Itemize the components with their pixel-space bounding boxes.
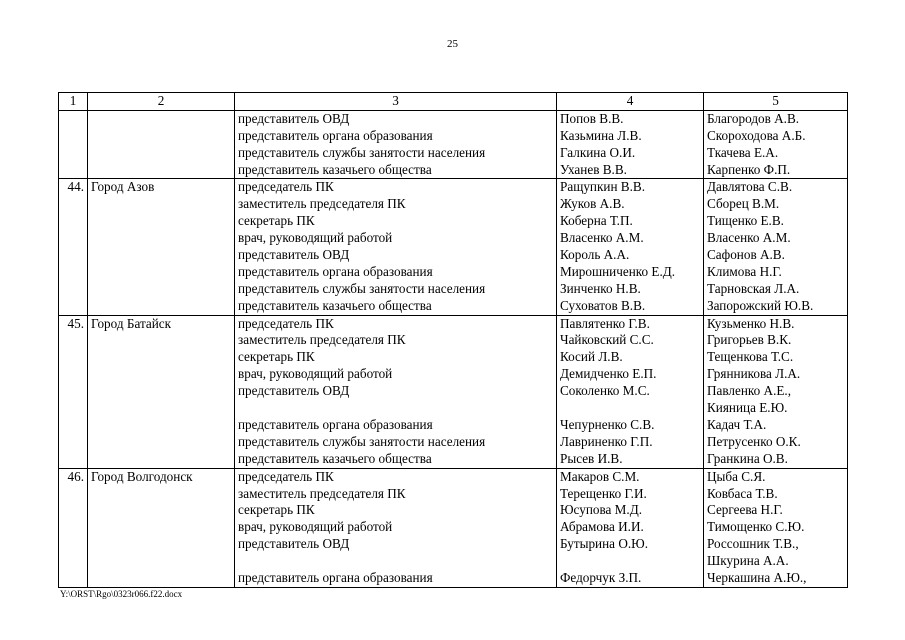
position-line: председатель ПК — [238, 315, 334, 331]
position-line: председатель ПК — [238, 179, 334, 195]
member-line — [560, 553, 700, 570]
member-line: Павлятенко Г.В. — [560, 315, 650, 331]
position-line: представитель ОВД — [238, 383, 350, 399]
position-line: врач, руководящий работой — [238, 366, 393, 382]
row-number: 45. — [59, 315, 88, 468]
member-line: Ращупкин В.В. — [560, 179, 645, 195]
reserve-member-line: Павленко А.Е., — [707, 383, 792, 399]
reserve-member-line: Григорьев В.К. — [707, 332, 792, 348]
position-line — [238, 400, 553, 417]
reserve-member-cell — [704, 110, 848, 179]
position-line: представитель органа образования — [238, 263, 433, 279]
reserve-member-line: Тарновская Л.А. — [707, 280, 800, 296]
reserve-member-line: Давлятова С.В. — [707, 179, 793, 195]
position-line: представитель ОВД — [238, 536, 350, 552]
member-cell — [557, 315, 704, 468]
row-number: 44. — [59, 179, 88, 315]
reserve-member-cell — [704, 468, 848, 587]
position-line: представитель службы занятости населения — [238, 280, 486, 296]
footer-file-path: Y:\ORST\Rgo\0323r066.f22.docx — [60, 589, 183, 599]
reserve-member-line: Гранкина О.В. — [707, 450, 788, 466]
reserve-member-line: Климова Н.Г. — [707, 263, 782, 279]
member-line — [560, 400, 700, 417]
member-cell — [557, 179, 704, 315]
city-name — [88, 110, 235, 179]
row-number: 46. — [59, 468, 88, 587]
reserve-member-line: Ковбаса Т.В. — [707, 485, 778, 501]
column-header-4: 4 — [557, 93, 704, 111]
member-line: Демидченко Е.П. — [560, 366, 657, 382]
page-number: 25 — [447, 38, 458, 50]
position-line: представитель казачьего общества — [238, 161, 432, 177]
member-line: Юсупова М.Д. — [560, 502, 642, 518]
member-cell — [557, 110, 704, 179]
reserve-member-line: Скороходова А.Б. — [707, 127, 806, 143]
reserve-member-cell — [704, 179, 848, 315]
position-line: представитель казачьего общества — [238, 450, 432, 466]
position-line — [238, 553, 553, 570]
reserve-member-line: Тимощенко С.Ю. — [707, 519, 805, 535]
position-line: секретарь ПК — [238, 213, 315, 229]
position-line: заместитель председателя ПК — [238, 485, 406, 501]
position-line: секретарь ПК — [238, 349, 315, 365]
reserve-member-line: Кияница Е.Ю. — [707, 400, 788, 416]
member-line: Бутырина О.Ю. — [560, 536, 648, 552]
city-name: Город Волгодонск — [88, 468, 235, 587]
position-line: секретарь ПК — [238, 502, 315, 518]
reserve-member-line: Черкашина А.Ю., — [707, 569, 807, 585]
member-line: Чепурненко С.В. — [560, 416, 655, 432]
position-line: представитель службы занятости населения — [238, 144, 486, 160]
position-line: врач, руководящий работой — [238, 230, 393, 246]
member-line: Федорчук З.П. — [560, 569, 642, 585]
member-line: Коберна Т.П. — [560, 213, 633, 229]
reserve-member-line: Шкурина А.А. — [707, 553, 789, 569]
reserve-member-line: Сергеева Н.Г. — [707, 502, 783, 518]
table-row — [59, 110, 848, 179]
reserve-member-line: Сафонов А.В. — [707, 247, 785, 263]
city-name: Город Батайск — [88, 315, 235, 468]
reserve-member-line: Власенко А.М. — [707, 230, 791, 246]
member-cell — [557, 468, 704, 587]
city-name: Город Азов — [88, 179, 235, 315]
member-line: Суховатов В.В. — [560, 297, 646, 313]
reserve-member-line: Кузьменко Н.В. — [707, 315, 795, 331]
position-line: представитель ОВД — [238, 247, 350, 263]
member-line: Макаров С.М. — [560, 468, 640, 484]
position-cell — [235, 315, 557, 468]
reserve-member-line: Россошник Т.В., — [707, 536, 799, 552]
position-line: заместитель председателя ПК — [238, 196, 406, 212]
member-line: Попов В.В. — [560, 110, 624, 126]
table-row — [59, 315, 848, 468]
reserve-member-line: Грянникова Л.А. — [707, 366, 801, 382]
position-line: представитель органа образования — [238, 127, 433, 143]
member-line: Чайковский С.С. — [560, 332, 654, 348]
table-row — [59, 179, 848, 315]
column-header-5: 5 — [704, 93, 848, 111]
reserve-member-line: Кадач Т.А. — [707, 416, 767, 432]
member-line: Зинченко Н.В. — [560, 280, 641, 296]
position-line: представитель казачьего общества — [238, 297, 432, 313]
column-header-2: 2 — [88, 93, 235, 111]
reserve-member-line: Карпенко Ф.П. — [707, 161, 791, 177]
row-number — [59, 110, 88, 179]
position-cell — [235, 179, 557, 315]
member-line: Рысев И.В. — [560, 450, 623, 466]
reserve-member-line: Петрусенко О.К. — [707, 433, 801, 449]
position-line: представитель службы занятости населения — [238, 433, 486, 449]
reserve-member-line: Тищенко Е.В. — [707, 213, 784, 229]
member-line: Соколенко М.С. — [560, 383, 650, 399]
position-cell — [235, 110, 557, 179]
member-line: Уханев В.В. — [560, 161, 627, 177]
reserve-member-line: Цыба С.Я. — [707, 468, 766, 484]
member-line: Абрамова И.И. — [560, 519, 644, 535]
reserve-member-line: Благородов А.В. — [707, 110, 800, 126]
reserve-member-line: Тещенкова Т.С. — [707, 349, 794, 365]
member-line: Жуков А.В. — [560, 196, 625, 212]
member-line: Галкина О.И. — [560, 144, 636, 160]
reserve-member-line: Сборец В.М. — [707, 196, 780, 212]
reserve-member-cell — [704, 315, 848, 468]
position-line: врач, руководящий работой — [238, 519, 393, 535]
position-line: заместитель председателя ПК — [238, 332, 406, 348]
commission-roster-table — [58, 92, 848, 588]
member-line: Косий Л.В. — [560, 349, 623, 365]
table-header-row — [59, 93, 848, 111]
member-line: Казьмина Л.В. — [560, 127, 642, 143]
reserve-member-line: Запорожский Ю.В. — [707, 297, 814, 313]
position-line: председатель ПК — [238, 468, 334, 484]
member-line: Король А.А. — [560, 247, 630, 263]
column-header-1: 1 — [59, 93, 88, 111]
position-line: представитель органа образования — [238, 416, 433, 432]
member-line: Лавриненко Г.П. — [560, 433, 653, 449]
reserve-member-line: Ткачева Е.А. — [707, 144, 779, 160]
member-line: Власенко А.М. — [560, 230, 644, 246]
member-line: Терещенко Г.И. — [560, 485, 647, 501]
column-header-3: 3 — [235, 93, 557, 111]
member-line: Мирошниченко Е.Д. — [560, 263, 676, 279]
position-line: представитель органа образования — [238, 569, 433, 585]
position-line: представитель ОВД — [238, 110, 350, 126]
position-cell — [235, 468, 557, 587]
table-row — [59, 468, 848, 587]
